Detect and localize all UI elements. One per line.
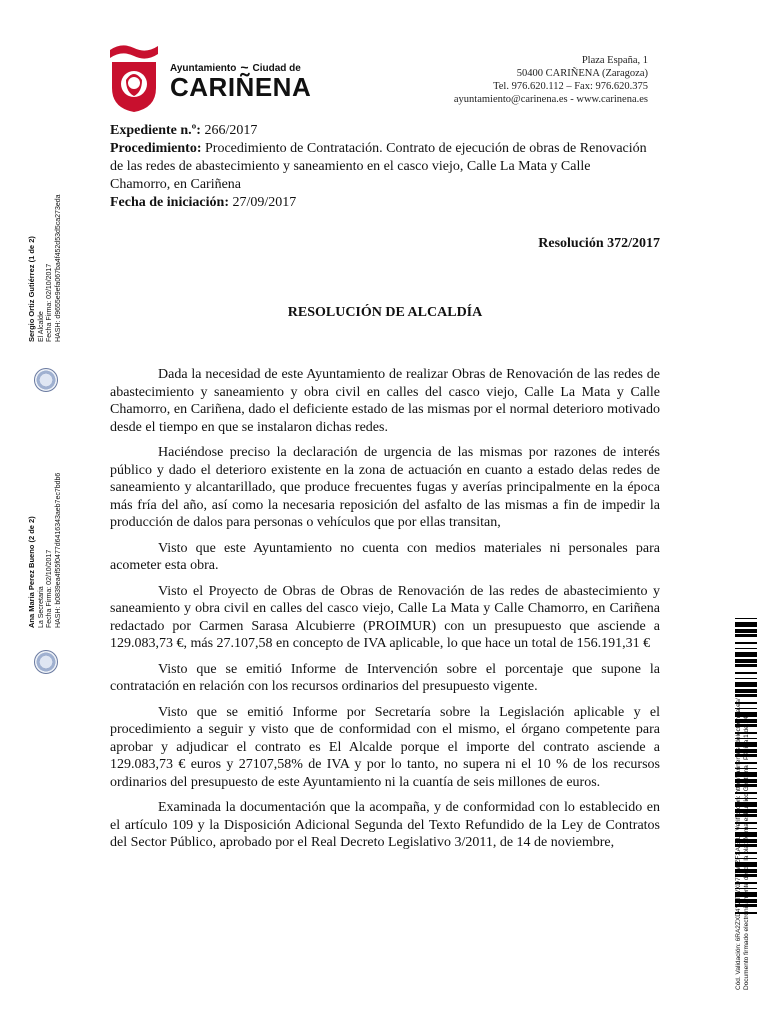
municipal-logo bbox=[108, 42, 328, 114]
procedimiento-value: Procedimiento de Contratación. Contrato de ejecución de obras de Renovación de las redes de abastecimiento y saneamiento en el casco viejo, Calle La Mata y Calle Chamorro, en Cariñena bbox=[110, 141, 647, 192]
signature-hash: HASH: b0839ea4f55f0477d6416343aeb7ec7bdb6 bbox=[54, 472, 62, 628]
paragraph: Examinada la documentación que la acompaña, y de conformidad con lo establecido en el artículo 109 y la Disposición Adicional Segunda del Texto Refundido de la Ley de Contratos del Sector Público, aprobado por el Real Decreto Legislativo 3/2011, de 14 de noviembre, bbox=[110, 800, 660, 850]
document-body bbox=[110, 366, 660, 860]
signer-name: Ana Maria Perez Bueno (2 de 2) bbox=[27, 516, 36, 628]
brand-name: CARIÑENA bbox=[170, 72, 312, 102]
case-metadata bbox=[110, 122, 650, 212]
signature-block-2 bbox=[28, 473, 63, 628]
expediente-value: 266/2017 bbox=[204, 123, 258, 138]
document-title: RESOLUCIÓN DE ALCALDÍA bbox=[287, 305, 483, 320]
official-seal-icon bbox=[34, 650, 58, 674]
barcode-icon bbox=[735, 618, 757, 918]
fecha-value: 27/09/2017 bbox=[232, 195, 297, 210]
procedimiento-label: Procedimiento: bbox=[110, 141, 202, 156]
signer-name: Sergio Ortiz Gutiérrez (1 de 2) bbox=[27, 236, 36, 342]
signature-date: Fecha Firma: 02/10/2017 bbox=[46, 263, 53, 342]
signer-role: La Secretaria bbox=[37, 586, 45, 628]
fecha-label: Fecha de iniciación: bbox=[110, 195, 229, 210]
official-seal-icon bbox=[34, 368, 58, 392]
expediente-label: Expediente n.º: bbox=[110, 123, 201, 138]
signature-date: Fecha Firma: 02/10/2017 bbox=[46, 549, 53, 628]
resolution-number: Resolución 372/2017 bbox=[538, 236, 660, 251]
paragraph: Dada la necesidad de este Ayuntamiento de realizar Obras de Renovación de las redes de abastecimiento y saneamiento y obra civil en calles del casco viejo, Calle La Mata y Calle Chamorro, en Cariñena, dado el deficiente estado de las mismas por el normal deterioro motivado desde el tiempo en que se instalaron dichas redes. bbox=[110, 367, 660, 435]
paragraph: Haciéndose preciso la declaración de urgencia de las mismas por razones de interés público y dado el deterioro existente en la zona de actuación en cuanto a estado delas redes de saneamiento y alcantarillado, que produce frecuentes fugas y averías principalmente en la época más fría del año, así como la necesaria reposición del asfalto de las mismas a fin de impedir la producción de dalos para personas o vehículos que por ellas transitan, bbox=[110, 445, 660, 530]
paragraph: Visto que se emitió Informe de Intervención sobre el porcentaje que supone la contratación en relación con los recursos ordinarios del presupuesto vigente. bbox=[110, 661, 660, 694]
address-line: ayuntamiento@carinena.es - www.carinena.es bbox=[453, 94, 648, 105]
address-line: Plaza España, 1 bbox=[581, 55, 648, 66]
signer-role: El Alcalde bbox=[37, 311, 45, 342]
signature-block-1 bbox=[28, 194, 63, 342]
signature-hash: HASH: d9655e9efa067ba4f452d53d5ca273eda bbox=[54, 194, 62, 342]
brand-subtitle: Ayuntamiento ~ Ciudad de bbox=[170, 59, 301, 75]
address-block bbox=[454, 54, 648, 106]
paragraph: Visto que se emitió Informe por Secretaría sobre la Legislación aplicable y el procedimiento a seguir y visto que de conformidad con el mismo, el órgano competente para aprobar y adjudicar el contrato es El Alcalde porque el importe del contrato asciende a 129.083,73 € euros y 27107,58% de IVA y por lo tanto, no supera ni el 10 % de los recursos ordinarios del presupuesto de este Ayuntamiento ni la cuantía de seis millones de euros. bbox=[110, 704, 660, 790]
city-crest-icon bbox=[108, 42, 160, 112]
address-line: Tel. 976.620.112 – Fax: 976.620.375 bbox=[493, 81, 648, 92]
paragraph: Visto que este Ayuntamiento no cuenta con medios materiales ni personales para acometer esta obra. bbox=[110, 540, 660, 573]
address-line: 50400 CARIÑENA (Zaragoza) bbox=[516, 68, 648, 79]
paragraph: Visto el Proyecto de Obras de Obras de Renovación de las redes de abastecimiento y saneamiento y obra civil en calles del casco viejo, Calle La Mata y Calle Chamorro, en Cariñena redactado por Carmen Sarasa Alcubierre (PROIMUR) con un presupuesto que asciende a 129.083,73 €, más 27.107,58 en concepto de IVA aplicable, lo que hace un total de 156.191,31 € bbox=[110, 583, 660, 651]
